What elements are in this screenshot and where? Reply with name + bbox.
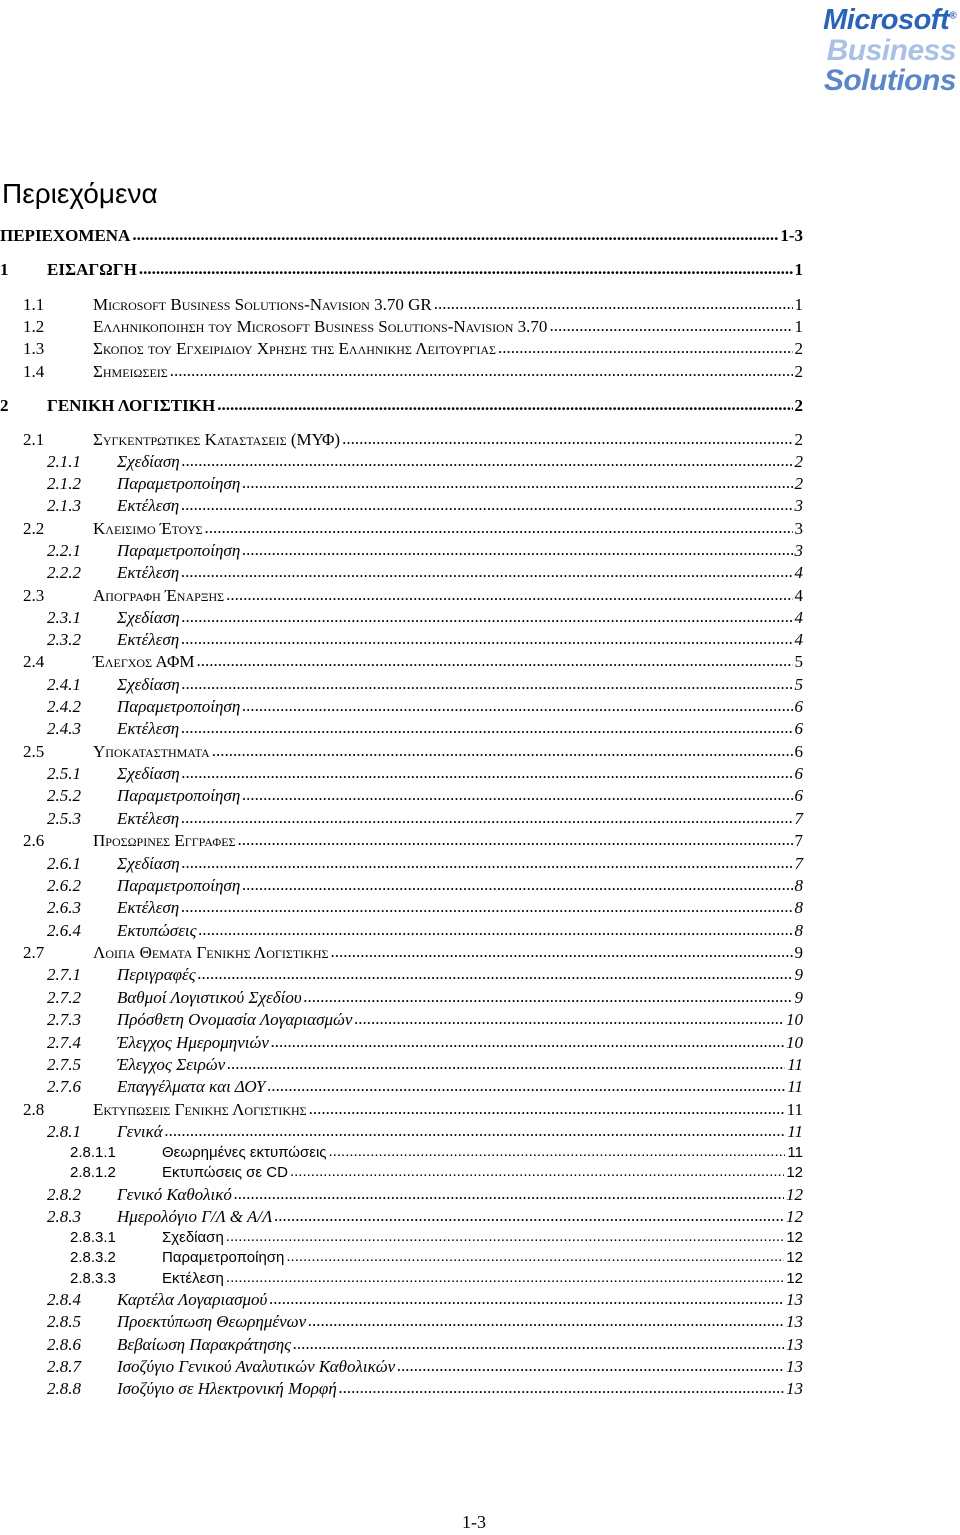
toc-entry-number: 2.8.1.1 <box>70 1144 116 1161</box>
toc-entry-leader-dots <box>182 764 793 783</box>
toc-entry[interactable] <box>47 631 803 650</box>
toc-entry-label: Σχεδίαση <box>117 608 180 627</box>
toc-entry-page: 9 <box>794 965 803 984</box>
toc-entry-leader-dots <box>139 260 793 279</box>
toc-entry-page: 2 <box>794 430 803 449</box>
toc-entry-page: 2 <box>794 452 803 471</box>
toc-entry-page: 8 <box>794 876 803 895</box>
toc-entry[interactable] <box>23 832 803 851</box>
toc-entry-number: 2.7.5 <box>47 1055 81 1074</box>
toc-entry-label: Σχεδίαση <box>117 854 180 873</box>
toc-entry[interactable] <box>47 1208 803 1227</box>
toc-entry-leader-dots <box>271 1033 784 1052</box>
toc-entry-page: 12 <box>786 1207 803 1226</box>
toc-entry[interactable] <box>47 765 803 784</box>
page-title: Περιεχόμενα <box>2 178 158 209</box>
toc-entry-leader-dots <box>226 1229 785 1246</box>
toc-entry-number: 2.7.1 <box>47 965 81 984</box>
toc-entry[interactable] <box>23 318 803 337</box>
toc-entry-label: Εκτέλεση <box>117 630 180 649</box>
toc-entry[interactable] <box>23 944 803 963</box>
toc-entry-number: 1.3 <box>23 339 45 358</box>
toc-entry-page: 8 <box>794 898 803 917</box>
toc-entry-page: 12 <box>786 1185 803 1204</box>
toc-entry-page: 2 <box>794 339 803 358</box>
toc-entry[interactable] <box>0 227 803 246</box>
toc-entry-number: 2 <box>0 396 9 415</box>
toc-entry-page: 12 <box>786 1229 803 1246</box>
toc-entry-leader-dots <box>330 943 792 962</box>
toc-entry-page: 3 <box>794 541 803 560</box>
toc-entry-page: 12 <box>786 1270 803 1287</box>
toc-entry[interactable] <box>47 1056 803 1075</box>
toc-entry-number: 2.6 <box>23 831 45 850</box>
toc-entry-page: 1 <box>794 317 803 336</box>
toc-entry-page: 2 <box>794 474 803 493</box>
toc-entry-page: 8 <box>794 921 803 940</box>
toc-entry-leader-dots <box>342 430 792 449</box>
toc-entry[interactable] <box>47 1313 803 1332</box>
toc-entry-number: 2.3.1 <box>47 608 81 627</box>
toc-entry-leader-dots <box>354 1010 784 1029</box>
toc-entry-page: 13 <box>786 1379 803 1398</box>
toc-entry-label: Καρτέλα Λογαριασμού <box>117 1290 268 1309</box>
toc-entry-number: 1.1 <box>23 295 45 314</box>
toc-entry[interactable] <box>70 1250 803 1267</box>
toc-entry-page: 11 <box>787 1122 803 1141</box>
toc-entry[interactable] <box>47 922 803 941</box>
toc-entry-label: Παραμετροποίηση <box>117 876 241 895</box>
toc-entry[interactable] <box>23 743 803 762</box>
toc-entry-page: 2 <box>794 362 803 381</box>
toc-entry-leader-dots <box>238 831 793 850</box>
toc-entry-number: 2.3.2 <box>47 630 81 649</box>
toc-entry-page: 9 <box>794 988 803 1007</box>
toc-entry-label: Ισοζύγιο Γενικού Αναλυτικών Καθολικών <box>117 1357 396 1376</box>
toc-entry[interactable] <box>47 1358 803 1377</box>
toc-entry-label: Συγκεντρωτικες Καταστασεις (ΜΥΦ) <box>93 430 341 449</box>
toc-entry-page: 11 <box>787 1055 803 1074</box>
toc-entry-leader-dots <box>309 1100 785 1119</box>
toc-entry-leader-dots <box>197 652 793 671</box>
toc-entry[interactable] <box>0 397 803 416</box>
toc-entry-label: Παραμετροποίηση <box>117 697 241 716</box>
toc-entry-label: Γενικά <box>117 1122 163 1141</box>
toc-entry-number: 2.8.3 <box>47 1207 81 1226</box>
toc-entry[interactable] <box>23 520 803 539</box>
toc-entry[interactable] <box>47 1011 803 1030</box>
toc-entry-leader-dots <box>242 697 792 716</box>
toc-entry-number: 2.7 <box>23 943 45 962</box>
toc-entry-leader-dots <box>182 675 793 694</box>
toc-entry-page: 11 <box>786 1100 803 1119</box>
toc-entry[interactable] <box>47 989 803 1008</box>
toc-entry[interactable] <box>70 1271 803 1288</box>
toc-entry-label: Πρόσθετη Ονομασία Λογαριασμών <box>117 1010 353 1029</box>
toc-entry-page: 13 <box>786 1357 803 1376</box>
toc-entry[interactable] <box>47 1186 803 1205</box>
toc-entry-leader-dots <box>397 1357 784 1376</box>
toc-entry[interactable] <box>47 475 803 494</box>
toc-entry-label: Σχεδίαση <box>117 764 180 783</box>
toc-entry-label: Απογραφη Έναρξης <box>93 586 225 605</box>
toc-entry-number: 2.5.3 <box>47 809 81 828</box>
toc-entry[interactable] <box>23 1101 803 1120</box>
toc-entry-leader-dots <box>212 742 793 761</box>
toc-entry[interactable] <box>0 261 803 280</box>
toc-entry[interactable] <box>47 453 803 472</box>
toc-entry-leader-dots <box>286 1249 784 1266</box>
toc-entry-label: Εκτυπωσεις Γενικης Λογιστικης <box>93 1100 307 1119</box>
toc-entry-leader-dots <box>181 719 792 738</box>
toc-entry-number: 1.4 <box>23 362 45 381</box>
toc-entry-number: 2.6.3 <box>47 898 81 917</box>
toc-entry-leader-dots <box>181 809 792 828</box>
toc-entry-label: Υποκαταστηματα <box>93 742 210 761</box>
toc-entry-page: 3 <box>794 496 803 515</box>
toc-entry-label: Εκτυπώσεις <box>117 921 197 940</box>
toc-entry-leader-dots <box>227 1055 785 1074</box>
toc-entry[interactable] <box>23 587 803 606</box>
toc-entry[interactable] <box>47 810 803 829</box>
toc-entry-leader-dots <box>182 452 793 471</box>
toc-entry-label: ΕΙΣΑΓΩΓΗ <box>47 260 137 279</box>
toc-entry-page: 2 <box>794 396 803 415</box>
toc-entry-leader-dots <box>549 317 792 336</box>
toc-entry-leader-dots <box>170 362 793 381</box>
toc-entry-number: 2.2 <box>23 519 45 538</box>
toc-entry-label: Σχεδίαση <box>117 452 180 471</box>
toc-entry-label: Περιγραφές <box>117 965 196 984</box>
toc-entry-number: 2.7.2 <box>47 988 81 1007</box>
toc-entry-label: Προσωρινες Εγγραφες <box>93 831 236 850</box>
toc-entry[interactable] <box>23 363 803 382</box>
toc-entry-label: Σχεδίαση <box>162 1229 224 1246</box>
toc-entry-label: Εκτέλεση <box>117 563 180 582</box>
toc-entry-number: 2.6.1 <box>47 854 81 873</box>
toc-entry-page: 7 <box>794 809 803 828</box>
toc-entry-label: Προεκτύπωση Θεωρημένων <box>117 1312 307 1331</box>
toc-entry-label: Ελληνικοποιηση του Microsoft Business Solutions-Navision 3.70 <box>93 317 548 336</box>
toc-entry-page: 4 <box>794 586 803 605</box>
toc-entry-leader-dots <box>269 1290 784 1309</box>
toc-entry-leader-dots <box>181 898 792 917</box>
toc-entry-leader-dots <box>198 965 793 984</box>
toc-entry-label: Επαγγέλματα και ΔΟΥ <box>117 1077 266 1096</box>
toc-entry-number: 2.6.4 <box>47 921 81 940</box>
toc-entry-leader-dots <box>226 586 792 605</box>
toc-entry-number: 2.4 <box>23 652 45 671</box>
toc-entry[interactable] <box>23 653 803 672</box>
toc-entry-page: 12 <box>786 1164 803 1181</box>
toc-entry-page: 4 <box>794 630 803 649</box>
toc-entry-number: 2.8.2 <box>47 1185 81 1204</box>
toc-entry-label: Microsoft Business Solutions-Navision 3.70 GR <box>93 295 432 314</box>
logo-line-solutions: Solutions <box>823 64 956 97</box>
toc-entry[interactable] <box>47 542 803 561</box>
toc-entry-leader-dots <box>165 1122 786 1141</box>
toc-entry-number: 2.8.1.2 <box>70 1164 116 1181</box>
toc-entry-label: ΓΕΝΙΚΗ ΛΟΓΙΣΤΙΚΗ <box>47 396 216 415</box>
toc-entry[interactable] <box>47 787 803 806</box>
toc-entry-page: 1 <box>794 260 803 279</box>
toc-entry[interactable] <box>47 1078 803 1097</box>
toc-entry-leader-dots <box>181 496 792 515</box>
toc-entry-number: 2.8.8 <box>47 1379 81 1398</box>
toc-entry-label: Ημερολόγιο Γ/Λ & Α/Λ <box>117 1207 273 1226</box>
toc-entry-leader-dots <box>181 563 792 582</box>
toc-entry-label: Παραμετροποίηση <box>117 474 241 493</box>
toc-entry-label: Παραμετροποίηση <box>162 1249 285 1266</box>
toc-entry[interactable] <box>47 1336 803 1355</box>
toc-entry-number: 2.1.2 <box>47 474 81 493</box>
toc-entry-page: 13 <box>786 1312 803 1331</box>
toc-entry-page: 9 <box>794 943 803 962</box>
toc-entry-page: 6 <box>794 742 803 761</box>
toc-entry-page: 1-3 <box>780 226 803 245</box>
toc-entry[interactable] <box>47 497 803 516</box>
toc-entry-label: Παραμετροποίηση <box>117 786 241 805</box>
toc-entry-number: 2.8.5 <box>47 1312 81 1331</box>
logo-line-business: Business <box>826 34 956 67</box>
toc-entry[interactable] <box>47 966 803 985</box>
toc-entry-number: 2.2.1 <box>47 541 81 560</box>
toc-entry-page: 6 <box>794 786 803 805</box>
toc-entry[interactable] <box>47 1380 803 1399</box>
page-number: 1-3 <box>462 1512 486 1532</box>
toc-entry[interactable] <box>47 564 803 583</box>
toc-entry-leader-dots <box>293 1335 784 1354</box>
toc-entry-label: Ισοζύγιο σε Ηλεκτρονική Μορφή <box>117 1379 337 1398</box>
toc-entry-number: 2.8.3.3 <box>70 1270 116 1287</box>
toc-entry-page: 12 <box>786 1249 803 1266</box>
toc-entry-page: 5 <box>794 675 803 694</box>
toc-entry-number: 2.4.2 <box>47 697 81 716</box>
toc-entry-page: 4 <box>794 563 803 582</box>
toc-entry-page: 10 <box>786 1010 803 1029</box>
toc-entry-number: 2.8.7 <box>47 1357 81 1376</box>
toc-entry-page: 13 <box>786 1290 803 1309</box>
toc-entry-leader-dots <box>304 988 793 1007</box>
toc-entry-leader-dots <box>242 786 792 805</box>
toc-entry-leader-dots <box>242 541 792 560</box>
toc-entry-page: 10 <box>786 1033 803 1052</box>
toc-entry-number: 2.8.3.2 <box>70 1249 116 1266</box>
toc-entry-label: Εκτέλεση <box>117 898 180 917</box>
toc-entry-leader-dots <box>329 1144 786 1161</box>
toc-entry-page: 11 <box>787 1144 803 1161</box>
logo-line-microsoft: Microsoft® <box>823 4 956 36</box>
toc-entry[interactable] <box>70 1230 803 1247</box>
toc-entry-leader-dots <box>242 876 792 895</box>
toc-entry-label: Θεωρημένες εκτυπώσεις <box>162 1144 327 1161</box>
toc-entry-leader-dots <box>498 339 793 358</box>
toc-entry-leader-dots <box>226 1270 784 1287</box>
toc-entry-label: Εκτέλεση <box>117 719 180 738</box>
toc-entry-number: 2.2.2 <box>47 563 81 582</box>
toc-entry-number: 2.1.3 <box>47 496 81 515</box>
toc-entry-label: Έλεγχος Ημερομηνιών <box>117 1033 269 1052</box>
toc-entry-number: 2.7.4 <box>47 1033 81 1052</box>
toc-entry-number: 2.5.1 <box>47 764 81 783</box>
toc-entry-number: 2.6.2 <box>47 876 81 895</box>
toc-entry[interactable] <box>47 899 803 918</box>
toc-entry-page: 3 <box>794 519 803 538</box>
toc-entry[interactable] <box>23 431 803 450</box>
toc-entry-label: Σημειωσεις <box>93 362 168 381</box>
toc-entry-page: 4 <box>794 608 803 627</box>
toc-entry-label: Βεβαίωση Παρακράτησης <box>117 1335 292 1354</box>
toc-entry-page: 11 <box>787 1077 803 1096</box>
toc-entry-page: 7 <box>794 831 803 850</box>
toc-entry[interactable] <box>47 698 803 717</box>
toc-entry-page: 6 <box>794 697 803 716</box>
toc-entry-page: 13 <box>786 1335 803 1354</box>
toc-entry-label: Σκοπος του Εγχειριδιου Χρησης της Ελληνικης Λειτουργιας <box>93 339 496 358</box>
toc-entry[interactable] <box>23 296 803 315</box>
toc-entry-number: 2.5 <box>23 742 45 761</box>
toc-entry-leader-dots <box>182 854 793 873</box>
toc-entry-number: 2.8 <box>23 1100 45 1119</box>
toc-entry[interactable] <box>70 1145 803 1162</box>
toc-entry-leader-dots <box>274 1207 784 1226</box>
toc-entry-label: Έλεγχος Σειρών <box>117 1055 226 1074</box>
toc-entry-number: 1 <box>0 260 9 279</box>
toc-entry-label: Εκτυπώσεις σε CD <box>162 1164 288 1181</box>
toc-entry-number: 2.5.2 <box>47 786 81 805</box>
toc-entry-number: 2.4.3 <box>47 719 81 738</box>
toc-entry[interactable] <box>47 855 803 874</box>
toc-entry[interactable] <box>47 1291 803 1310</box>
toc-entry-number: 2.8.4 <box>47 1290 81 1309</box>
toc-entry-label: Έλεγχος ΑΦΜ <box>93 652 195 671</box>
toc-entry-page: 5 <box>794 652 803 671</box>
toc-entry-number: 2.3 <box>23 586 45 605</box>
toc-entry-leader-dots <box>339 1379 784 1398</box>
toc-entry-number: 2.7.3 <box>47 1010 81 1029</box>
toc-entry-leader-dots <box>181 630 792 649</box>
toc-entry-label: Παραμετροποίηση <box>117 541 241 560</box>
toc-entry-label: Γενικό Καθολικό <box>117 1185 232 1204</box>
toc-entry-leader-dots <box>242 474 792 493</box>
toc-entry-page: 6 <box>794 764 803 783</box>
toc-entry-leader-dots <box>434 295 793 314</box>
toc-entry-number: 2.1.1 <box>47 452 81 471</box>
toc-entry-leader-dots <box>217 396 792 415</box>
toc-entry-label: Εκτέλεση <box>117 496 180 515</box>
toc-entry-leader-dots <box>205 519 793 538</box>
toc-entry-number: 2.4.1 <box>47 675 81 694</box>
toc-entry-page: 7 <box>794 854 803 873</box>
toc-entry-label: Σχεδίαση <box>117 675 180 694</box>
toc-entry-label: ΠΕΡΙΕΧΟΜΕΝΑ <box>0 226 131 245</box>
toc-entry-page: 1 <box>794 295 803 314</box>
toc-entry[interactable] <box>47 676 803 695</box>
toc-entry[interactable] <box>47 1034 803 1053</box>
toc-entry[interactable] <box>47 877 803 896</box>
toc-entry-label: Εκτέλεση <box>117 809 180 828</box>
toc-entry[interactable] <box>47 1123 803 1142</box>
toc-entry-leader-dots <box>234 1185 784 1204</box>
toc-entry-number: 2.8.6 <box>47 1335 81 1354</box>
toc-entry-number: 2.7.6 <box>47 1077 81 1096</box>
toc-entry-page: 6 <box>794 719 803 738</box>
toc-entry-number: 2.8.1 <box>47 1122 81 1141</box>
toc-entry-number: 1.2 <box>23 317 45 336</box>
toc-entry-leader-dots <box>199 921 793 940</box>
toc-entry-leader-dots <box>182 608 793 627</box>
toc-entry[interactable] <box>47 720 803 739</box>
toc-entry-label: Κλεισιμο Έτους <box>93 519 203 538</box>
toc-entry-leader-dots <box>308 1312 784 1331</box>
toc-entry[interactable] <box>23 340 803 359</box>
toc-entry-leader-dots <box>290 1164 784 1181</box>
toc-entry-label: Εκτέλεση <box>162 1270 224 1287</box>
toc-entry-label: Λοιπα Θεματα Γενικης Λογιστικης <box>93 943 329 962</box>
toc-entry-number: 2.8.3.1 <box>70 1229 116 1246</box>
toc-entry-number: 2.1 <box>23 430 45 449</box>
toc-entry-label: Βαθμοί Λογιστικού Σχεδίου <box>117 988 302 1007</box>
toc-entry-leader-dots <box>267 1077 785 1096</box>
toc-entry[interactable] <box>47 609 803 628</box>
toc-entry[interactable] <box>70 1165 803 1182</box>
toc-entry-leader-dots <box>132 226 778 245</box>
